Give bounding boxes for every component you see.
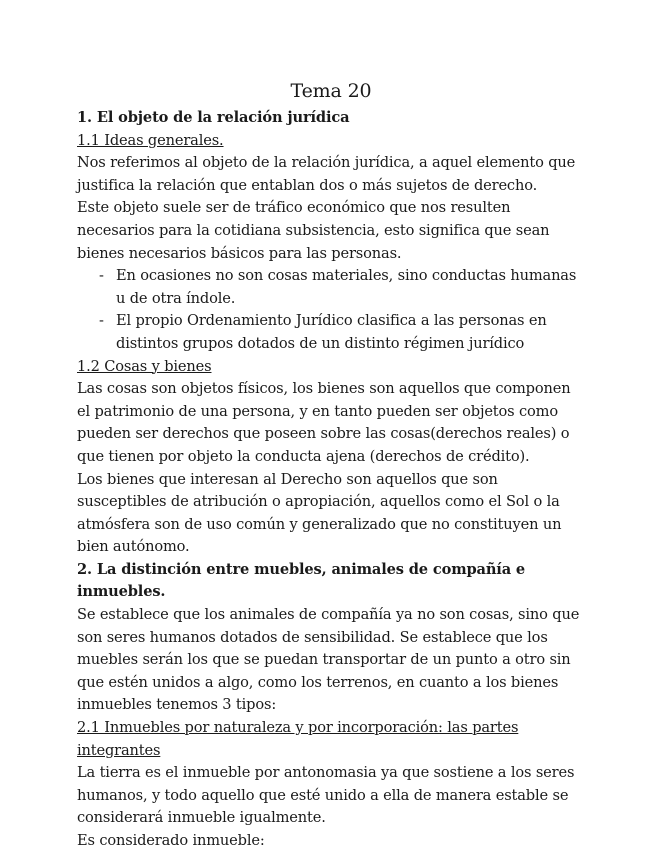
paragraph: Se establece que los animales de compañía ya no son cosas, sino que son seres humanos dotados de sensibilidad. Se establece que los muebles serán los que se puedan transportar de un punto a otro sin que estén unidos a algo, como los terrenos, en cuanto a los bienes inmuebles tenemos 3 tipos: (77, 606, 580, 714)
paragraph: Este objeto suele ser de tráfico económico que nos resulten necesarios para la cotidiana subsistencia, esto significa que sean bienes necesarios básicos para las personas. (77, 199, 550, 262)
list-item-text: En ocasiones no son cosas materiales, sino conductas humanas u de otra índole. (116, 267, 577, 307)
section-1-2-heading: 1.2 Cosas y bienes (77, 357, 212, 375)
list-item (99, 310, 585, 355)
dash-bullet: - (99, 312, 104, 330)
paragraph: La tierra es el inmueble por antonomasia ya que sostiene a los seres humanos, y todo aquello que esté unido a ella de manera estable se considerará inmueble igualmente. (77, 764, 575, 827)
paragraph: Nos referimos al objeto de la relación jurídica, a aquel elemento que justifica la relación que entablan dos o más sujetos de derecho. (77, 154, 576, 194)
paragraph: Los bienes que interesan al Derecho son aquellos que son susceptibles de atribución o apropiación, aquellos como el Sol o la atmósfera son de uso común y generalizado que no constituyen un bien autónomo. (77, 470, 562, 556)
paragraph: Las cosas son objetos físicos, los bienes son aquellos que componen el patrimonio de una persona, y en tanto pueden ser objetos como pueden ser derechos que poseen sobre las cosas(derechos reales) o que tienen por objeto la conducta ajena (derechos de crédito). (77, 380, 571, 465)
list-item-text: El propio Ordenamiento Jurídico clasifica a las personas en distintos grupos dotados de un distinto régimen jurídico (116, 312, 547, 352)
section-1-heading: 1. El objeto de la relación jurídica (77, 109, 350, 126)
paragraph: Es considerado inmueble: (77, 832, 265, 849)
dash-bullet: - (99, 267, 104, 285)
section-1-1-heading-wrap (77, 130, 585, 153)
section-2-1-heading-wrap (77, 717, 585, 762)
document-title: Tema 20 (290, 80, 372, 102)
section-1-2-heading-wrap (77, 356, 585, 379)
section-2-1-heading: 2.1 Inmuebles por naturaleza y por incorporación: las partes integrantes (77, 719, 519, 759)
section-1-1-heading: 1.1 Ideas generales. (77, 131, 224, 149)
list-item (99, 265, 585, 310)
bullet-list (77, 265, 585, 355)
section-2-heading: 2. La distinción entre muebles, animales de compañía e inmuebles. (77, 560, 526, 601)
